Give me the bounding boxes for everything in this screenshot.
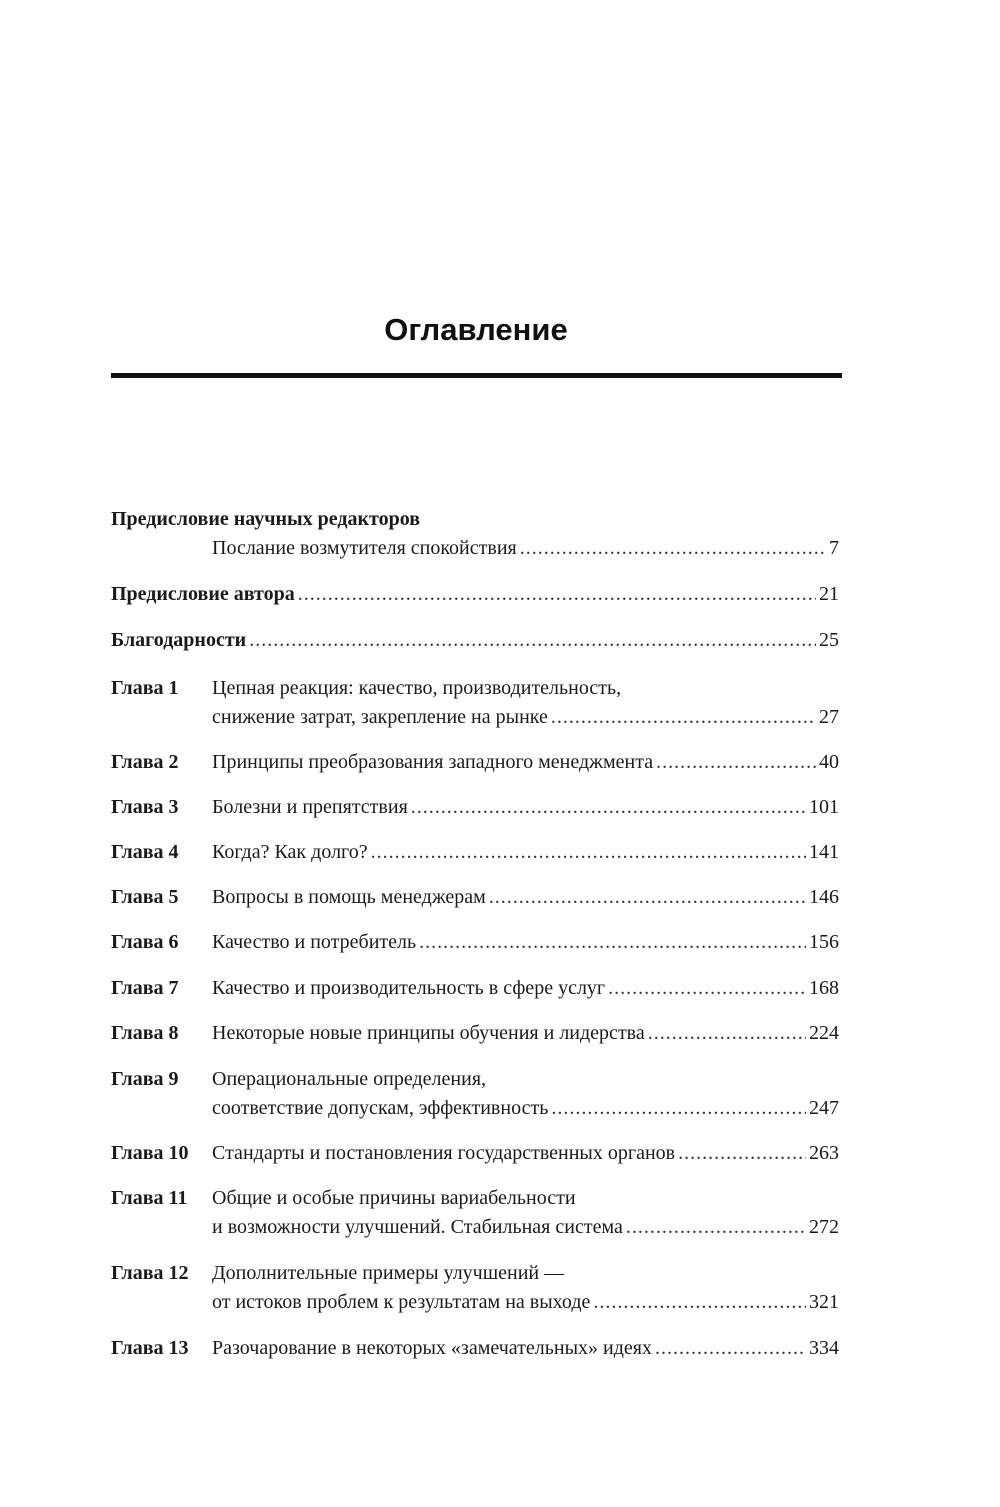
dot-leader [626, 1213, 806, 1242]
entry-title: Разочарование в некоторых «замечательных» идеях [212, 1337, 652, 1359]
dot-leader [608, 974, 806, 1003]
entry-title: Болезни и препятствия [212, 796, 408, 818]
toc-entry-author-preface[interactable] [111, 580, 839, 609]
page-title: Оглавление [384, 312, 568, 347]
chapter-label: Глава 5 [111, 886, 179, 908]
toc-entry-chapter-8[interactable] [111, 1019, 839, 1048]
toc-entry-chapter-10[interactable] [111, 1139, 839, 1168]
dot-leader [411, 793, 806, 822]
dot-leader [593, 1288, 806, 1317]
dot-leader [551, 1094, 806, 1123]
toc-entry-chapter-6[interactable] [111, 928, 839, 957]
chapter-label: Глава 9 [111, 1068, 179, 1090]
entry-title: Принципы преобразования западного менеджмента [212, 751, 654, 773]
entry-title-line-1: Общие и особые причины вариабельности [212, 1187, 576, 1209]
dot-leader [520, 534, 826, 563]
page-number: 101 [809, 796, 839, 818]
toc-entry-troublemaker-message[interactable] [111, 534, 839, 563]
entry-title: Качество и потребитель [212, 931, 417, 953]
chapter-label: Глава 4 [111, 841, 179, 863]
dot-leader [249, 626, 816, 655]
page-number: 168 [809, 977, 839, 999]
entry-title: Качество и производительность в сфере услуг [212, 977, 606, 999]
page-number: 321 [809, 1291, 839, 1313]
entry-title: Предисловие автора [111, 583, 295, 605]
page-number: 141 [809, 841, 839, 863]
chapter-label: Глава 11 [111, 1187, 188, 1209]
entry-title-line-2: от истоков проблем к результатам на выходе [212, 1291, 591, 1313]
chapter-label: Глава 2 [111, 751, 179, 773]
toc-entry-chapter-1[interactable] [111, 674, 839, 732]
dot-leader [419, 928, 806, 957]
toc-entry-chapter-13[interactable] [111, 1334, 839, 1363]
page-number: 40 [819, 751, 839, 773]
toc-entry-chapter-12[interactable] [111, 1259, 839, 1317]
page-number: 224 [809, 1022, 839, 1044]
dot-leader [678, 1139, 806, 1168]
toc-entry-chapter-7[interactable] [111, 974, 839, 1003]
chapter-label: Глава 12 [111, 1262, 189, 1284]
entry-title-line-2: снижение затрат, закрепление на рынке [212, 706, 548, 728]
toc-entry-chapter-4[interactable] [111, 838, 839, 867]
chapter-label: Глава 10 [111, 1142, 189, 1164]
chapter-label: Глава 1 [111, 677, 179, 699]
entry-title-line-1: Дополнительные примеры улучшений — [212, 1262, 565, 1284]
page-number: 156 [809, 931, 839, 953]
toc-entry-chapter-5[interactable] [111, 883, 839, 912]
dot-leader [298, 580, 816, 609]
dot-leader [655, 1334, 806, 1363]
chapter-label: Глава 3 [111, 796, 179, 818]
dot-leader [489, 883, 806, 912]
entry-title: Благодарности [111, 629, 247, 651]
toc-entry-chapter-9[interactable] [111, 1065, 839, 1123]
dot-leader [371, 838, 806, 867]
toc-entry-editors-preface[interactable] [111, 505, 839, 534]
entry-title: Стандарты и постановления государственных органов [212, 1142, 676, 1164]
chapter-label: Глава 7 [111, 977, 179, 999]
page-number: 25 [819, 629, 839, 651]
chapter-label: Глава 6 [111, 931, 179, 953]
dot-leader [648, 1019, 806, 1048]
page-number: 334 [809, 1337, 839, 1359]
page-number: 21 [819, 583, 839, 605]
entry-title-line-1: Операциональные определения, [212, 1068, 487, 1090]
page-number: 247 [809, 1097, 839, 1119]
page-number: 263 [809, 1142, 839, 1164]
dot-leader [551, 703, 816, 732]
title-divider [111, 373, 842, 378]
entry-title: Предисловие научных редакторов [111, 508, 421, 530]
entry-title-line-2: и возможности улучшений. Стабильная система [212, 1216, 623, 1238]
page-number: 272 [809, 1216, 839, 1238]
dot-leader [656, 748, 816, 777]
toc-entry-acknowledgements[interactable] [111, 626, 839, 655]
entry-title: Некоторые новые принципы обучения и лидерства [212, 1022, 645, 1044]
entry-title-line-2: соответствие допускам, эффективность [212, 1097, 549, 1119]
toc-entry-chapter-2[interactable] [111, 748, 839, 777]
entry-title: Вопросы в помощь менеджерам [212, 886, 486, 908]
entry-title: Когда? Как долго? [212, 841, 368, 863]
page-number: 27 [819, 706, 839, 728]
chapter-label: Глава 13 [111, 1337, 189, 1359]
page-number: 7 [829, 537, 839, 559]
entry-title-line-1: Цепная реакция: качество, производительность, [212, 677, 622, 699]
entry-title: Послание возмутителя спокойствия [212, 537, 517, 559]
toc-entry-chapter-3[interactable] [111, 793, 839, 822]
toc-entry-chapter-11[interactable] [111, 1184, 839, 1242]
chapter-label: Глава 8 [111, 1022, 179, 1044]
page-number: 146 [809, 886, 839, 908]
